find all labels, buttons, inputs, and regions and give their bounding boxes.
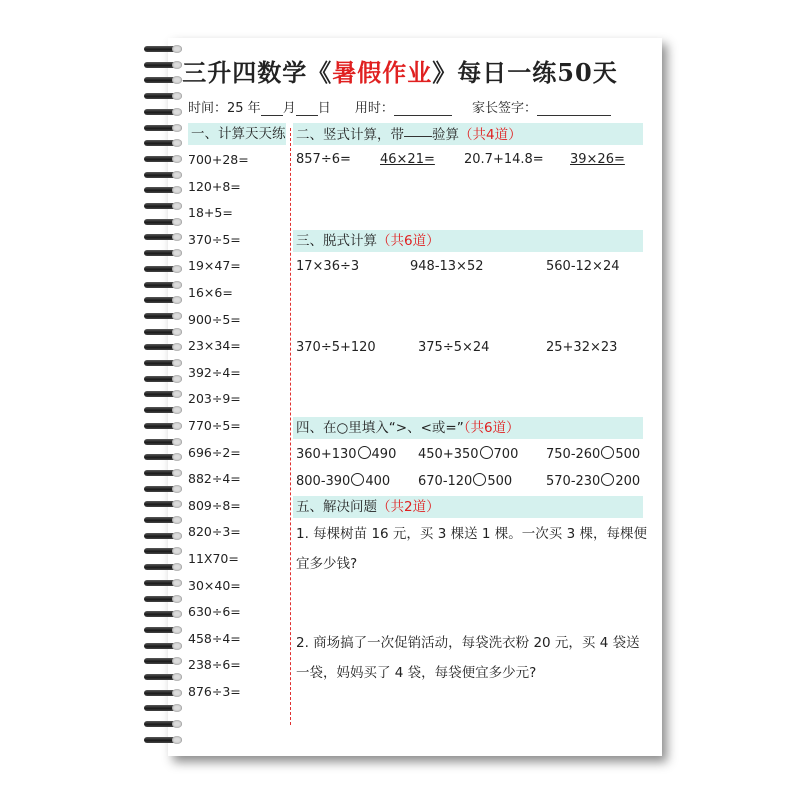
spiral-ring [138, 596, 182, 603]
calc-item: 630÷6= [188, 604, 241, 620]
stepwise-item: 370÷5+120 [296, 340, 376, 355]
spiral-ring [138, 627, 182, 634]
parent-sign-label: 家长签字： [472, 101, 538, 116]
compare-item: 750-260 500 [546, 447, 641, 462]
spiral-ring [138, 737, 182, 744]
calc-item: 820÷3= [188, 524, 241, 540]
spiral-ring [138, 470, 182, 477]
spiral-ring [138, 172, 182, 179]
spiral-ring [138, 533, 182, 540]
calc-item: 120+8= [188, 178, 241, 194]
spiral-ring [138, 140, 182, 147]
spiral-ring [138, 203, 182, 210]
spiral-ring [138, 454, 182, 461]
compare-item: 800-390 400 [296, 474, 391, 489]
spiral-ring [138, 517, 182, 524]
calc-item: 696÷2= [188, 444, 241, 460]
spiral-ring [138, 329, 182, 336]
month-blank[interactable] [261, 102, 283, 116]
spiral-ring [138, 187, 182, 194]
spiral-ring [138, 156, 182, 163]
section-header-compare: 四、在○里填入“>、<或=”（共6道） [293, 417, 643, 439]
compare-circle[interactable] [351, 473, 364, 486]
spiral-ring [138, 564, 182, 571]
calc-item: 23×34= [188, 338, 241, 354]
compare-circle[interactable] [480, 446, 493, 459]
stepwise-item: 375÷5×24 [418, 340, 490, 355]
calc-item: 770÷5= [188, 418, 241, 433]
section-divider [290, 128, 291, 725]
spiral-ring [138, 705, 182, 712]
stepwise-item: 560-12×24 [546, 259, 620, 274]
spiral-ring [138, 250, 182, 257]
used-time-blank[interactable] [394, 102, 452, 116]
calc-item: 458÷4= [188, 630, 241, 646]
compare-circle[interactable] [601, 473, 614, 486]
spiral-ring [138, 93, 182, 100]
section-header-problems: 五、解决问题（共2道） [293, 496, 643, 518]
vertical-item: 857÷6= [296, 152, 351, 167]
section-header-vertical: 二、竖式计算，带 验算（共4道） [293, 123, 643, 145]
spiral-ring [138, 46, 182, 53]
spiral-ring [138, 360, 182, 367]
vertical-item: 20.7+14.8= [464, 152, 544, 167]
spiral-ring [138, 674, 182, 681]
spiral-binding [138, 46, 188, 751]
spiral-ring [138, 282, 182, 289]
spiral-ring [138, 313, 182, 320]
calc-item: 882÷4= [188, 471, 241, 487]
spiral-ring [138, 611, 182, 618]
compare-circle[interactable] [601, 446, 614, 459]
spiral-ring [138, 580, 182, 587]
spiral-ring [138, 391, 182, 398]
stepwise-item: 17×36÷3 [296, 259, 360, 274]
title-highlight: 暑假作业 [332, 58, 433, 87]
spiral-ring [138, 109, 182, 116]
calc-item: 18+5= [188, 205, 233, 221]
section-header-calc: 一、计算天天练 [188, 123, 286, 145]
compare-item: 360+130 490 [296, 447, 397, 462]
parent-sign-blank[interactable] [537, 102, 611, 116]
spiral-ring [138, 643, 182, 650]
month-label: 月 [282, 101, 296, 116]
calc-item: 392÷4= [188, 364, 241, 380]
compare-item: 450+350 700 [418, 447, 519, 462]
compare-item: 570-230 200 [546, 474, 641, 489]
calc-item: 30×40= [188, 577, 241, 593]
stepwise-item: 25+32×23 [546, 340, 618, 355]
spiral-ring [138, 721, 182, 728]
spiral-ring [138, 125, 182, 132]
calc-item: 370÷5= [188, 231, 241, 247]
calc-item: 11X70= [188, 551, 239, 566]
section-header-stepwise: 三、脱式计算（共6道） [293, 230, 643, 252]
spiral-ring [138, 407, 182, 414]
spiral-ring [138, 297, 182, 304]
vertical-item: 46×21= [380, 152, 435, 167]
calc-item: 16×6= [188, 285, 233, 300]
spiral-ring [138, 266, 182, 273]
spiral-ring [138, 344, 182, 351]
calc-item: 238÷6= [188, 657, 241, 673]
day-blank[interactable] [296, 102, 318, 116]
day-label: 日 [317, 101, 331, 116]
time-label: 时间：25 年 [188, 101, 261, 116]
calc-item: 809÷8= [188, 497, 241, 513]
spiral-ring [138, 376, 182, 383]
spiral-ring [138, 501, 182, 508]
calc-item: 203÷9= [188, 391, 241, 407]
spiral-ring [138, 690, 182, 697]
used-time-label: 用时： [354, 101, 394, 116]
vertical-item: 39×26= [570, 152, 625, 167]
word-problem-1: 1. 每棵树苗 16 元，买 3 棵送 1 棵。一次买 3 棵，每棵便宜多少钱? [296, 526, 647, 572]
compare-circle[interactable] [473, 473, 486, 486]
spiral-ring [138, 234, 182, 241]
spiral-ring [138, 658, 182, 665]
spiral-ring [138, 486, 182, 493]
calc-item: 700+28= [188, 152, 249, 167]
spiral-ring [138, 439, 182, 446]
compare-item: 670-120 500 [418, 474, 513, 489]
info-line [188, 97, 611, 116]
spiral-ring [138, 548, 182, 555]
stepwise-item: 948-13×52 [410, 259, 484, 274]
word-problem-2: 2. 商场搞了一次促销活动，每袋洗衣粉 20 元，买 4 袋送一袋，妈妈买了 4 袋，每袋便宜多少元? [296, 635, 640, 681]
calc-item: 19×47= [188, 258, 241, 274]
calc-item: 876÷3= [188, 684, 241, 699]
spiral-ring [138, 219, 182, 226]
compare-circle[interactable] [358, 446, 371, 459]
page-title: 三升四数学《暑假作业》每日一练50天 [182, 58, 618, 87]
calc-item: 900÷5= [188, 311, 241, 327]
spiral-ring [138, 423, 182, 430]
